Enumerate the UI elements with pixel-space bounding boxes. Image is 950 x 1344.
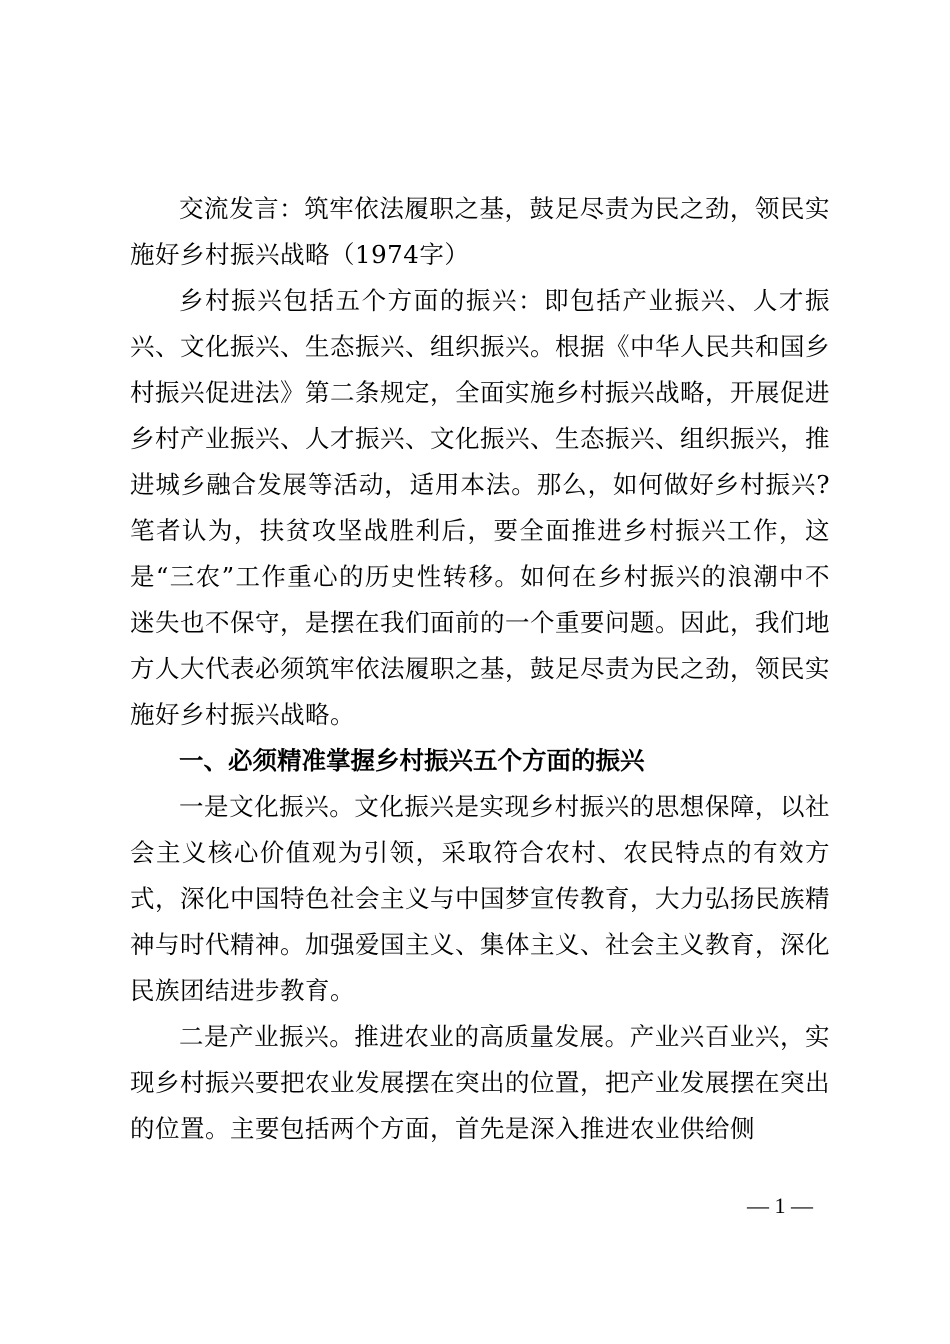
- document-body: [130, 186, 830, 1152]
- paragraph-industry-revitalization: 二是产业振兴。推进农业的高质量发展。产业兴百业兴，实现乡村振兴要把农业发展摆在突出的位置，把产业发展摆在突出的位置。主要包括两个方面，首先是深入推进农业供给侧: [130, 1022, 830, 1143]
- paragraph-intro: 乡村振兴包括五个方面的振兴：即包括产业振兴、人才振兴、文化振兴、生态振兴、组织振兴。根据《中华人民共和国乡村振兴促进法》第二条规定，全面实施乡村振兴战略，开展促进乡村产业振兴、人才振兴、文化振兴、生态振兴、组织振兴，推进城乡融合发展等活动，适用本法。那么，如何做好乡村振兴?笔者认为，扶贫攻坚战胜利后，要全面推进乡村振兴工作，这是“三农”工作重心的历史性转移。如何在乡村振兴的浪潮中不迷失也不保守，是摆在我们面前的一个重要问题。因此，我们地方人大代表必须筑牢依法履职之基，鼓足尽责为民之劲，领民实施好乡村振兴战略。: [130, 286, 830, 729]
- section-heading-1: 一、必须精准掌握乡村振兴五个方面的振兴: [179, 746, 645, 775]
- document-title: 交流发言：筑牢依法履职之基，鼓足尽责为民之劲，领民实施好乡村振兴战略（1974字）: [130, 194, 830, 269]
- paragraph-culture-revitalization: 一是文化振兴。文化振兴是实现乡村振兴的思想保障，以社会主义核心价值观为引领，采取符合农村、农民特点的有效方式，深化中国特色社会主义与中国梦宣传教育，大力弘扬民族精神与时代精神。加强爱国主义、集体主义、社会主义教育，深化民族团结进步教育。: [130, 792, 830, 1005]
- page-number: — 1 —: [747, 1193, 813, 1218]
